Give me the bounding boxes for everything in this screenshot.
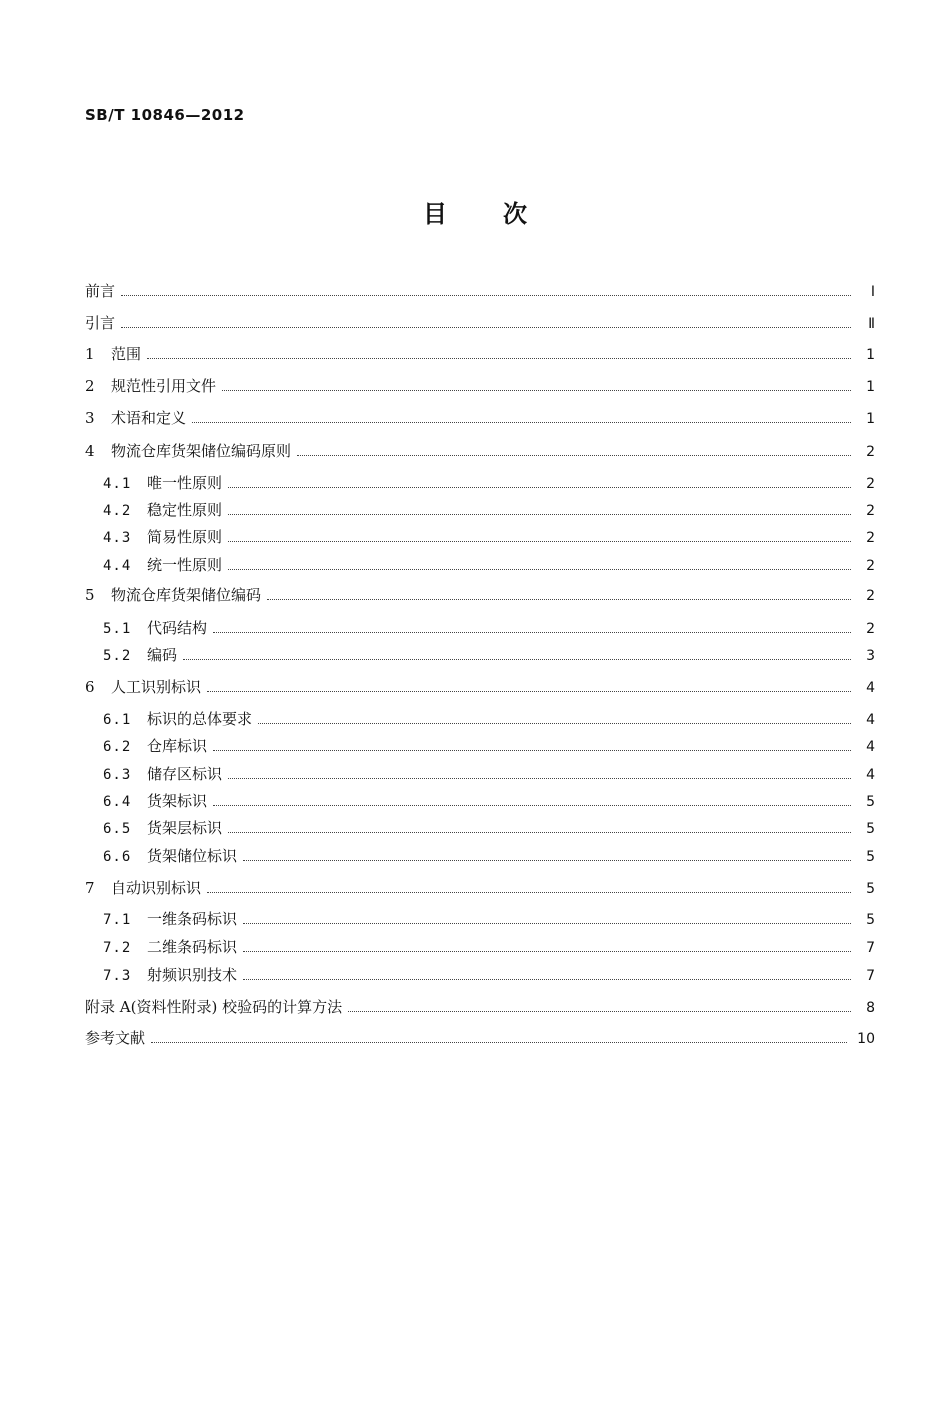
dot-leader [243,923,851,924]
toc-entry-page-number: 8 [866,1000,875,1016]
toc-entry-number: 6 [85,678,95,696]
dot-leader [228,514,851,515]
toc-entry-label: 编码 [147,646,178,664]
dot-leader [267,599,851,600]
toc-entry-number: 6.2 [103,739,132,755]
toc-entry[interactable] [85,440,875,462]
toc-entry-number: 7.3 [103,968,132,984]
toc-entry-number: 4 [85,442,95,460]
toc-entry-page-number: 5 [866,912,875,928]
dot-leader [213,805,851,806]
toc-entry-label: 二维条码标识 [147,938,238,956]
toc-entry[interactable] [85,343,875,365]
dot-leader [207,892,851,893]
toc-entry-page-number: 1 [866,347,875,363]
dot-leader [121,295,851,296]
toc-entry-page-number: Ⅱ [868,316,875,332]
toc-entry-page-number: 4 [866,680,875,696]
toc-entry-page-number: 1 [866,379,875,395]
dot-leader [213,750,851,751]
toc-entry[interactable] [103,472,875,494]
toc-entry-page-number: 10 [857,1031,875,1047]
dot-leader [348,1011,851,1012]
dot-leader [258,723,851,724]
toc-entry-number: 6.5 [103,821,132,837]
toc-entry-label: 一维条码标识 [147,910,238,928]
toc-entry-label: 物流仓库货架储位编码原则 [111,442,292,460]
toc-entry-page-number: 3 [866,648,875,664]
toc-entry[interactable] [85,877,875,899]
toc-entry-label: 标识的总体要求 [147,710,253,728]
toc-entry-label: 引言 [85,314,116,332]
toc-entry-label: 自动识别标识 [111,879,202,897]
toc-entry[interactable] [103,964,875,986]
toc-entry-number: 7.2 [103,940,132,956]
toc-entry[interactable] [85,375,875,397]
toc-entry-label: 货架储位标识 [147,847,238,865]
dot-leader [192,422,851,423]
dot-leader [121,327,851,328]
toc-entry-label: 术语和定义 [111,409,187,427]
dot-leader [151,1042,847,1043]
toc-entry-number: 7.1 [103,912,132,928]
dot-leader [243,951,851,952]
toc-entry-label: 前言 [85,282,116,300]
toc-entry-number: 2 [85,377,95,395]
toc-entry-number: 6.1 [103,712,132,728]
toc-entry[interactable] [103,936,875,958]
toc-entry-page-number: 5 [866,881,875,897]
table-of-contents [85,0,875,1100]
standard-number: SB/T 10846—2012 [85,106,245,124]
toc-entry-number: 6.3 [103,767,132,783]
toc-entry-number: 5.2 [103,648,132,664]
dot-leader [228,832,851,833]
toc-entry[interactable] [85,407,875,429]
toc-entry-number: 3 [85,409,95,427]
toc-entry[interactable] [103,499,875,521]
toc-entry-number: 6.4 [103,794,132,810]
toc-entry-label: 储存区标识 [147,765,223,783]
toc-entry-label: 代码结构 [147,619,208,637]
toc-entry-page-number: 2 [866,588,875,604]
toc-entry-number: 4.2 [103,503,132,519]
toc-entry-label: 规范性引用文件 [111,377,217,395]
toc-entry-label: 附录 A(资料性附录) 校验码的计算方法 [85,998,343,1016]
toc-entry-label: 货架标识 [147,792,208,810]
toc-entry-label: 简易性原则 [147,528,223,546]
toc-entry-page-number: 1 [866,411,875,427]
toc-entry-page-number: 2 [866,530,875,546]
dot-leader [228,541,851,542]
toc-entry-label: 参考文献 [85,1029,146,1047]
toc-entry-number: 6.6 [103,849,132,865]
dot-leader [228,778,851,779]
dot-leader [207,691,851,692]
toc-entry[interactable] [103,790,875,812]
title-char-1: 目 [423,200,447,228]
toc-entry[interactable] [103,617,875,639]
toc-entry-label: 人工识别标识 [111,678,202,696]
dot-leader [228,569,851,570]
toc-entry[interactable] [85,584,875,606]
dot-leader [222,390,851,391]
toc-entry[interactable] [103,763,875,785]
toc-entry-number: 7 [85,879,95,897]
toc-entry-label: 射频识别技术 [147,966,238,984]
toc-entry[interactable] [85,312,875,334]
toc-entry-page-number: 5 [866,821,875,837]
toc-entry-page-number: 7 [866,968,875,984]
toc-entry[interactable] [85,676,875,698]
toc-entry-number: 4.1 [103,476,132,492]
dot-leader [147,358,851,359]
toc-entry-page-number: 2 [866,621,875,637]
toc-entry-page-number: 4 [866,767,875,783]
toc-entry-label: 货架层标识 [147,819,223,837]
toc-entry-page-number: 7 [866,940,875,956]
toc-entry-label: 范围 [111,345,142,363]
toc-entry-number: 5.1 [103,621,132,637]
toc-entry[interactable] [103,845,875,867]
toc-entry-page-number: 2 [866,476,875,492]
title-char-2: 次 [503,200,527,228]
toc-entry-label: 唯一性原则 [147,474,223,492]
toc-entry-number: 5 [85,586,95,604]
toc-entry-page-number: 2 [866,558,875,574]
toc-entry[interactable] [103,735,875,757]
dot-leader [297,455,851,456]
toc-entry-page-number: 4 [866,712,875,728]
toc-entry-number: 1 [85,345,95,363]
toc-entry[interactable] [103,554,875,576]
toc-entry[interactable] [103,708,875,730]
dot-leader [243,979,851,980]
toc-entry[interactable] [85,996,875,1018]
toc-entry[interactable] [103,817,875,839]
toc-entry-label: 稳定性原则 [147,501,223,519]
toc-entry-page-number: Ⅰ [870,284,875,300]
toc-entry-page-number: 5 [866,849,875,865]
toc-entry-label: 仓库标识 [147,737,208,755]
toc-entry-page-number: 2 [866,444,875,460]
toc-entry[interactable] [103,644,875,666]
toc-entry-page-number: 2 [866,503,875,519]
dot-leader [228,487,851,488]
toc-entry-number: 4.4 [103,558,132,574]
toc-entry-label: 物流仓库货架储位编码 [111,586,262,604]
toc-entry-number: 4.3 [103,530,132,546]
dot-leader [183,659,851,660]
toc-entry-page-number: 4 [866,739,875,755]
dot-leader [243,860,851,861]
toc-entry[interactable] [103,526,875,548]
toc-entry[interactable] [103,908,875,930]
toc-entry-label: 统一性原则 [147,556,223,574]
dot-leader [213,632,851,633]
toc-entry-page-number: 5 [866,794,875,810]
toc-entry[interactable] [85,280,875,302]
toc-entry[interactable] [85,1027,875,1049]
